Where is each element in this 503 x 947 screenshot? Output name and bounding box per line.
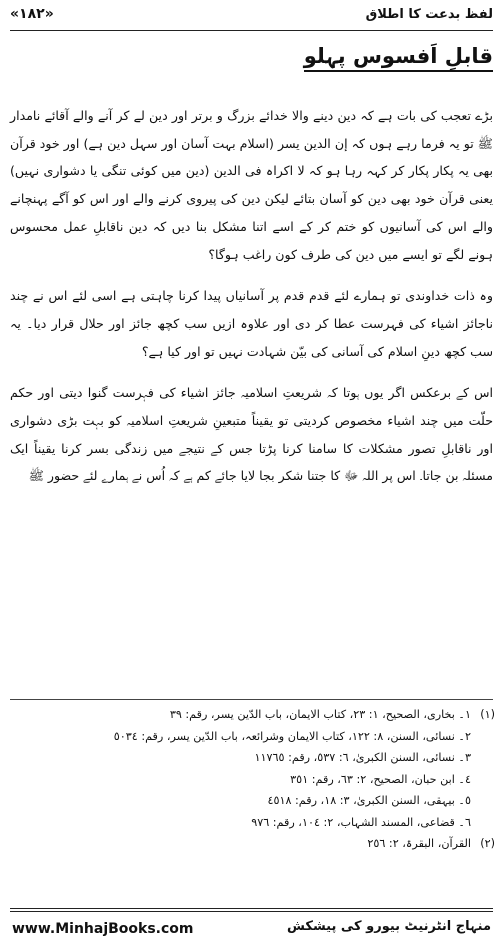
footnotes bbox=[10, 704, 495, 855]
footnote bbox=[10, 812, 495, 834]
body-text bbox=[10, 102, 493, 504]
running-title: لفظ بدعت کا اطلاق bbox=[365, 7, 493, 22]
footnote-marker bbox=[471, 747, 495, 769]
footnote-text: ٦۔ قضاعی، المسند الشہاب، ٢: ١٠٤، رقم: ٩٧٦ bbox=[251, 815, 471, 829]
footnote bbox=[10, 726, 495, 748]
footnote-marker bbox=[471, 769, 495, 791]
page-header bbox=[10, 4, 493, 30]
footnote-text: ١۔ بخاری، الصحیح، ١: ٢٣، کتاب الایمان، باب الدّین یسر، رقم: ٣٩ bbox=[169, 708, 471, 721]
footnote bbox=[10, 790, 495, 812]
footnote bbox=[10, 747, 495, 769]
paragraph-1-text: بڑے تعجب کی بات ہے کہ دین دینے والا خدائے بزرگ و برتر اور دین لے کر آنے والے آقائے نامدار ﷺ تو یہ فرما رہے ہوں کہ إن الدین یسر (اسلام بہت آسان اور سہل دین ہے) اور خود قرآن بھی یہ پکار پکار کر کہہ رہا ہو کہ لا اکراہ فی الدین (دین میں کوئی تنگی یا دشواری نہیں) یعنی قرآن خود بھی دین کو آسان بتائے لیکن دین کی پیروی کرنے والے اور اس کو آگے پہنچانے والے اس کی آسانیوں کو ختم کر کے اسے اتنا مشکل بنا دیں کہ دین ناقابلِ عمل محسوس ہونے لگے تو ایسے میں دین کی طرف کون راغب ہوگا؟ bbox=[10, 108, 493, 262]
publisher-credit: منہاج انٹرنیٹ بیورو کی پیشکش bbox=[287, 919, 491, 934]
footnote-marker bbox=[471, 726, 495, 748]
footnote bbox=[10, 833, 495, 855]
footer-divider bbox=[10, 908, 493, 909]
section-heading: قابلِ اَفسوس پہلو bbox=[304, 44, 493, 72]
footnote-marker: (٢) bbox=[480, 837, 495, 850]
footnote bbox=[10, 704, 495, 726]
website-link[interactable]: www.MinhajBooks.com bbox=[12, 921, 194, 937]
footnote bbox=[10, 769, 495, 791]
footnote-marker bbox=[471, 790, 495, 812]
section-heading-block bbox=[304, 44, 493, 72]
paragraph-2 bbox=[10, 282, 493, 365]
page-number: «١٨٢» bbox=[10, 6, 54, 22]
footnote-text: القرآن، البقرۃ، ٢: ٢٥٦ bbox=[367, 837, 471, 850]
footnote-text: ٢۔ نسائی، السنن، ٨: ١٢٢، کتاب الایمان وشرائعہ، باب الدّین یسر، رقم: ٥٠٣٤ bbox=[113, 729, 471, 743]
footnote-marker bbox=[471, 812, 495, 834]
paragraph-3-text: اس کے برعکس اگر یوں ہوتا کہ شریعتِ اسلامیہ جائز اشیاء کی فہرست گنوا دیتی اور حکم حلّت میں چند اشیاء مخصوص کردیتی تو یقیناً متبعینِ شریعتِ اسلامیہ کو بہت بڑی دشواری اور ناقابلِ تصور مشکلات کا سامنا کرنا پڑتا جس کے نتیجے میں زندگی بسر کرنا یقیناً ایک مسئلہ بن جاتا۔ اس پر اللہ ﷻ کا جتنا شکر بجا لایا جائے کم ہے کہ اُس نے ہمارے لئے حضور ﷺ bbox=[10, 385, 493, 484]
header-divider bbox=[10, 30, 493, 31]
paragraph-1 bbox=[10, 102, 493, 268]
footnote-text: ٤۔ ابن حبان، الصحیح، ٢: ٦٣، رقم: ٣٥١ bbox=[290, 772, 471, 786]
footnote-text: ٥۔ بیہقی، السنن الکبریٰ، ٣: ١٨، رقم: ٤٥١٨ bbox=[267, 794, 471, 807]
paragraph-2-text: وہ ذات خداوندی تو ہمارے لئے قدم قدم پر آسانیاں پیدا کرنا چاہتی ہے اسی لئے اس نے چند ناجائز اشیاء کی فہرست عطا کر دی اور علاوہ ازیں سب کچھ جائز اور حلال قرار دیا۔ یہ سب کچھ دینِ اسلام کی آسانی کی بیّن شہادت نہیں تو اور کیا ہے؟ bbox=[10, 288, 493, 359]
paragraph-3 bbox=[10, 379, 493, 490]
footnote-marker: (١) bbox=[480, 708, 495, 721]
footnote-divider bbox=[10, 699, 493, 700]
footer-divider-second bbox=[10, 911, 493, 912]
footnote-text: ٣۔ نسائی، السنن الکبریٰ، ٦: ٥٣٧، رقم: ١١٧٦٥ bbox=[254, 751, 471, 764]
